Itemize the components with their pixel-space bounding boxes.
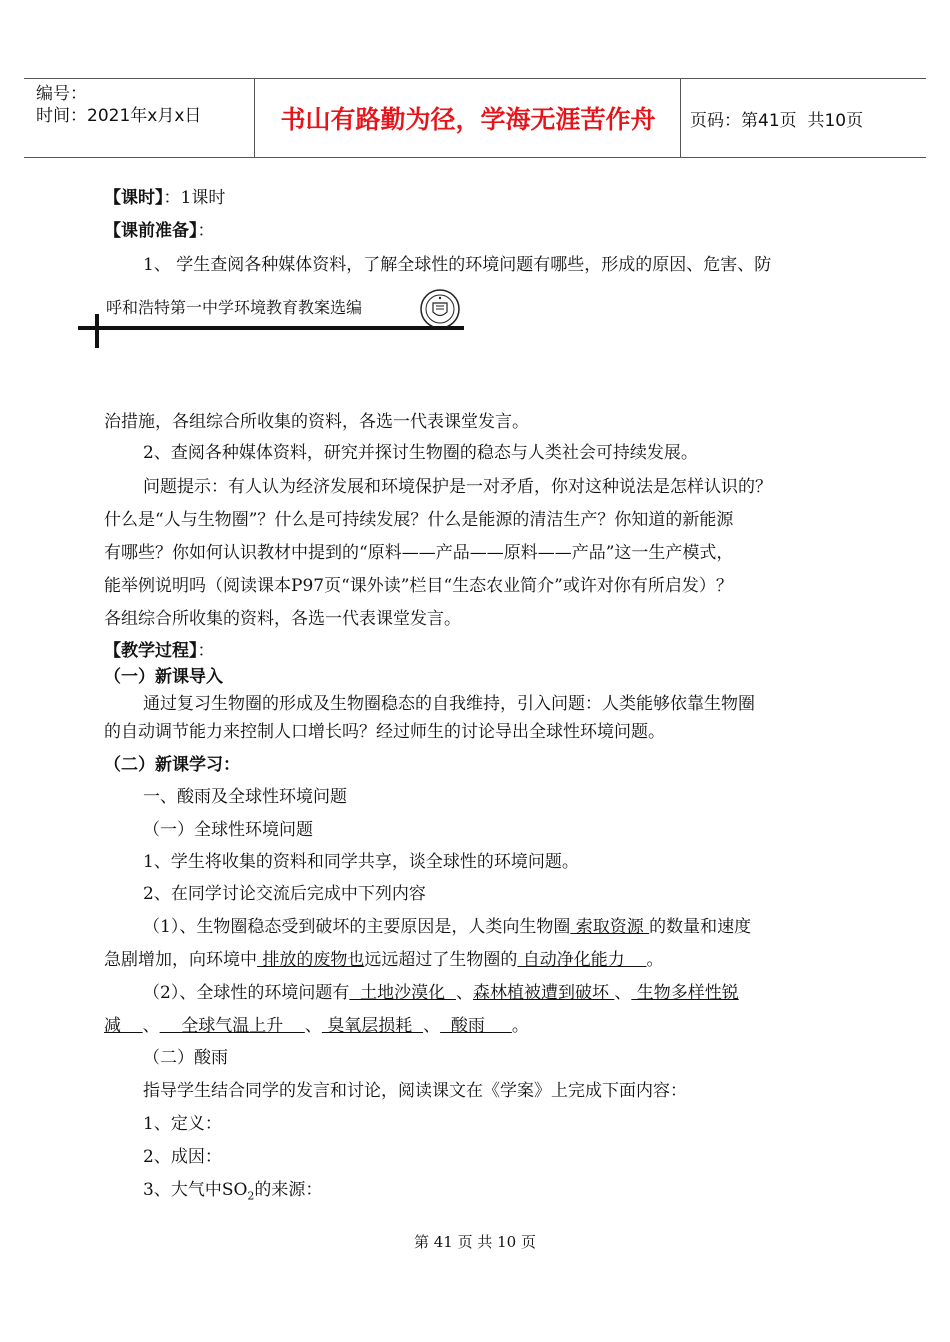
prep-heading [104,220,215,242]
question-2-line [104,1015,529,1037]
intro-line: 通过复习生物圈的形成及生物圈稳态的自我维持，引入问题：人类能够依靠生物圈 [143,694,755,714]
so2-text: 3、大气中SO [143,1180,248,1200]
document-header [24,78,926,158]
school-banner [78,288,468,348]
hint-line: 能举例说明吗（阅读课本P97页“课外读”栏目“生态农业简介”或许对你有所启发）？ [104,576,733,596]
step-2: 2、在同学讨论交流后完成中下列内容 [143,884,426,904]
prep-item-2: 2、查阅各种媒体资料，研究并探讨生物圈的稳态与人类社会可持续发展。 [143,443,698,463]
banner-rule [78,326,464,330]
q2-answer: 生物多样性锐 [631,983,739,1003]
header-divider [254,79,255,157]
banner-rule-vertical [95,314,99,348]
q2-text: （2）、全球性的环境问题有 [143,983,350,1003]
intro-line: 的自动调节能力来控制人口增长吗？经过师生的讨论导出全球性环境问题。 [104,722,665,742]
header-divider [680,79,681,157]
so2-text: 的来源： [254,1180,323,1200]
prep-label: 【课前准备】 [104,221,198,241]
cause-item: 2、成因： [143,1147,222,1167]
guide-line: 指导学生结合同学的发言和讨论，阅读课文在《学案》上完成下面内容： [143,1081,687,1101]
q2-answer: 全球气温上升 [159,1016,305,1036]
q1-text: 急剧增加，向环境中 [104,950,257,970]
hint-line: 各组综合所收集的资料，各选一代表课堂发言。 [104,609,461,629]
step-1: 1、学生将收集的资料和同学共享，谈全球性的环境问题。 [143,852,579,872]
q2-end: 。 [511,1016,529,1036]
footer-page-number: 第 41 页 共 10 页 [413,1233,536,1251]
school-seal-icon [419,288,461,330]
q2-answer: 酸雨 [440,1016,512,1036]
q1-text: 远远超过了生物圈的 [364,950,518,970]
question-1-line [143,916,751,938]
class-hours-value: ：1课时 [163,188,226,208]
section-1-title: （一）新课导入 [104,667,223,687]
class-hours-label: 【课时】 [104,188,164,208]
q1-text: （1）、生物圈稳态受到破坏的主要原因是，人类向生物圈 [143,917,571,937]
q2-answer: 土地沙漠化 [349,983,456,1003]
q2-sep: 、 [304,1016,322,1036]
sub-2: （二）酸雨 [143,1048,228,1068]
q1-answer: 索取资源 [570,917,650,937]
time-label: 时间：2021年x月x日 [36,106,202,126]
class-hours-line [104,187,225,209]
page-footer [0,1231,950,1252]
header-meta [36,83,266,127]
so2-subscript: 2 [247,1189,255,1203]
prep-item-1: 1、 学生查阅各种媒体资料，了解全球性的环境问题有哪些，形成的原因、危害、防 [143,255,772,275]
q2-sep: 、 [455,983,473,1003]
q1-text: 。 [646,950,664,970]
process-label: 【教学过程】 [104,641,198,661]
q2-answer: 森林植被遭到破坏 [472,983,615,1003]
topic-1: 一、酸雨及全球性环境问题 [143,787,347,807]
hint-line: 问题提示：有人认为经济发展和环境保护是一对矛盾，你对这种说法是怎样认识的？ [143,477,772,497]
q2-sep: 、 [423,1016,441,1036]
q2-sep: 、 [614,983,632,1003]
q2-answer: 减 [104,1016,143,1036]
hint-line: 什么是“人与生物圈”？什么是可持续发展？什么是能源的清洁生产？你知道的新能源 [104,510,734,530]
q1-answer: 排放的废物也 [257,950,365,970]
school-title: 呼和浩特第一中学环境教育教案选编 [106,298,363,317]
so2-source-item [143,1179,322,1207]
q2-sep: 、 [142,1016,160,1036]
process-heading [104,640,215,662]
question-1-line [104,949,663,971]
prep-colon: ： [197,221,215,241]
header-motto: 书山有路勤为径，学海无涯苦作舟 [280,105,656,134]
q1-text: 的数量和速度 [649,917,752,937]
serial-label: 编号： [36,84,87,104]
process-colon: ： [197,641,215,661]
question-2-line [143,982,739,1004]
header-page-info [690,79,863,157]
q2-answer: 臭氧层损耗 [321,1016,424,1036]
section-2-title: （二）新课学习： [104,755,240,775]
definition-item: 1、定义： [143,1114,222,1134]
page-info-text: 页码：第41页 共10页 [690,110,864,131]
q1-answer: 自动净化能力 [517,950,647,970]
prep-item-1-cont: 治措施，各组综合所收集的资料，各选一代表课堂发言。 [104,412,529,432]
hint-line: 有哪些？你如何认识教材中提到的“原料——产品——原料——产品”这一生产模式， [104,543,734,563]
sub-1: （一）全球性环境问题 [143,820,313,840]
